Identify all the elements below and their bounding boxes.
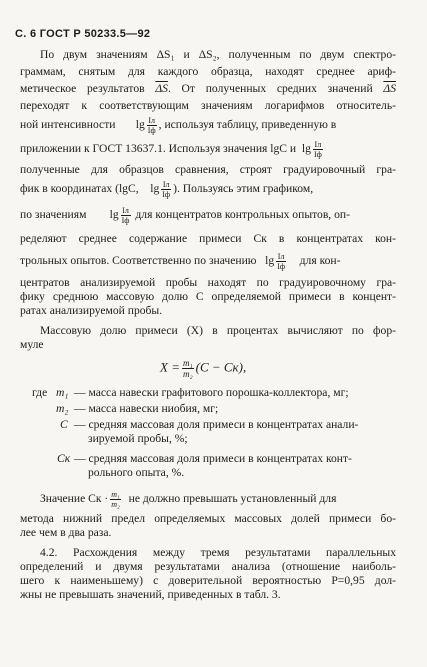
ratio-den: Iф	[147, 125, 156, 135]
def-ck-text2: рольного опыта, %.	[88, 466, 185, 479]
lg-prefix-2: lg	[301, 142, 311, 155]
ratio-num-5: Iл	[277, 251, 285, 261]
def-c-text2: зируемой пробы, %;	[88, 432, 188, 445]
para4-line1: 4.2. Расхождения между тремя результатами параллельных	[40, 546, 396, 559]
para1-line6a: приложении к ГОСТ 13637.1. Используя значения lgC и	[20, 142, 297, 155]
intensity-ratio-5	[276, 252, 286, 271]
para1-line1: По двум значениям ΔS₁ и ΔS₂, полученным по двум спектро-	[40, 48, 396, 61]
para1-line3c: . От полученных средних значений	[167, 82, 373, 95]
def-m1-symbol: m₁	[56, 386, 69, 399]
ratio-num-3: Iл	[162, 179, 170, 189]
ratio-num-2: Iл	[314, 139, 322, 149]
para3-line2: метода нижний предел определяемых массовых долей примеси бо-	[20, 512, 396, 525]
para3-line1b: не должно превышать установленный для	[128, 492, 337, 505]
para1-line5b: , используя таблицу, приведенную в	[158, 118, 337, 131]
para1-line11b: для кон-	[299, 254, 341, 267]
formula-rhs: (C − Cк),	[195, 359, 247, 375]
para3-frac-den: m₂	[111, 499, 120, 509]
ratio-den-2: Iф	[313, 149, 322, 159]
def-m2-text: — масса навески ниобия, мг;	[74, 402, 219, 415]
para3-fraction	[110, 490, 121, 509]
para4-line3: шего к наименьшему) с доверительной вероятностью P=0,95 дол-	[20, 574, 396, 587]
para1-line3a: метическое результатов	[20, 82, 145, 95]
para1-line6	[20, 138, 396, 160]
para1-line2: граммам, снятым для каждого образца, находят среднее ариф-	[20, 65, 396, 78]
para3-line1a: Значение Cк ·	[40, 492, 109, 505]
para4-line2: определений и двумя результатами анализа (отношение наиболь-	[20, 560, 396, 573]
formula-lhs: X =	[160, 359, 180, 375]
lg-prefix-5: lg	[265, 254, 275, 267]
para2-line2: муле	[20, 338, 44, 351]
lg-prefix-4: lg	[109, 208, 119, 221]
ratio-den-4: Iф	[121, 215, 130, 225]
para1-line4: переходят к соответствующим значениям логарифмов относитель-	[20, 99, 396, 112]
page-header: С. 6 ГОСТ Р 50233.5—92	[15, 28, 151, 40]
para3-line3: лее чем в два раза.	[20, 526, 112, 539]
para3-frac-num: m₁	[111, 489, 120, 499]
para3-line1	[40, 488, 396, 510]
para1-line11a: трольных опытов. Соответственно по значению	[20, 254, 257, 267]
para1-line11	[20, 250, 396, 272]
para1-line8a: фик в координатах (lgC,	[20, 182, 139, 195]
mean-delta-s-2: $\overline{\Delta S}$	[383, 82, 396, 95]
lg-prefix-3: lg	[150, 182, 160, 195]
ratio-num-4: Iл	[122, 205, 129, 215]
def-ck-symbol: Cк	[57, 452, 71, 465]
where-label: где	[32, 386, 48, 399]
intensity-ratio-2	[313, 140, 323, 159]
para1-line5	[20, 114, 396, 136]
def-c-text1: — средняя массовая доля примеси в концентратах анали-	[74, 418, 359, 431]
para1-line12: центратов анализируемой пробы находят по градуировочному гра-	[20, 276, 396, 289]
intensity-ratio	[147, 116, 157, 135]
ratio-den-5: Iф	[277, 261, 286, 271]
formula-den: m₂	[182, 369, 193, 379]
para1-line9a: по значениям	[20, 208, 87, 221]
intensity-ratio-4	[121, 206, 131, 225]
intensity-ratio-3	[161, 180, 171, 199]
para1-line3	[20, 82, 396, 96]
para1-line13: фику среднюю массовую долю C определяемой примеси в концент-	[20, 290, 396, 303]
ratio-num: Iл	[148, 115, 156, 125]
para2-line1: Массовую долю примеси (X) в процентах вычисляют по фор-	[40, 324, 396, 337]
formula-fraction	[182, 358, 194, 379]
para1-line10: ределяют среднее содержание примеси Cк в концентратах кон-	[20, 232, 396, 245]
para1-line5a: ной интенсивности	[20, 118, 116, 131]
lg-prefix: lg	[135, 118, 145, 131]
def-ck-text1: — средняя массовая доля примеси в концентратах конт-	[74, 452, 352, 465]
def-m2-symbol: m₂	[56, 402, 69, 415]
para1-line8b: ). Пользуясь этим графиком,	[173, 182, 314, 195]
def-m1-text: — масса навески графитового порошка-коллектора, мг;	[74, 386, 349, 399]
mass-fraction-formula	[160, 358, 246, 379]
def-c-symbol: C	[60, 418, 68, 431]
para4-line4: жны не превышать значений, приведенных в табл. 3.	[20, 588, 281, 601]
para1-line8	[20, 178, 396, 200]
para1-line9	[20, 204, 396, 226]
mean-delta-s-1: $\overline{\Delta S}$	[155, 82, 168, 95]
para1-line7: полученные для образцов сравнения, строят градуировочный гра-	[20, 163, 396, 176]
para1-line9b: для концентратов контрольных опытов, оп-	[135, 208, 350, 221]
ratio-den-3: Iф	[162, 189, 171, 199]
formula-num: m₁	[182, 358, 193, 368]
para1-line14: ратах анализируемой пробы.	[20, 304, 163, 317]
